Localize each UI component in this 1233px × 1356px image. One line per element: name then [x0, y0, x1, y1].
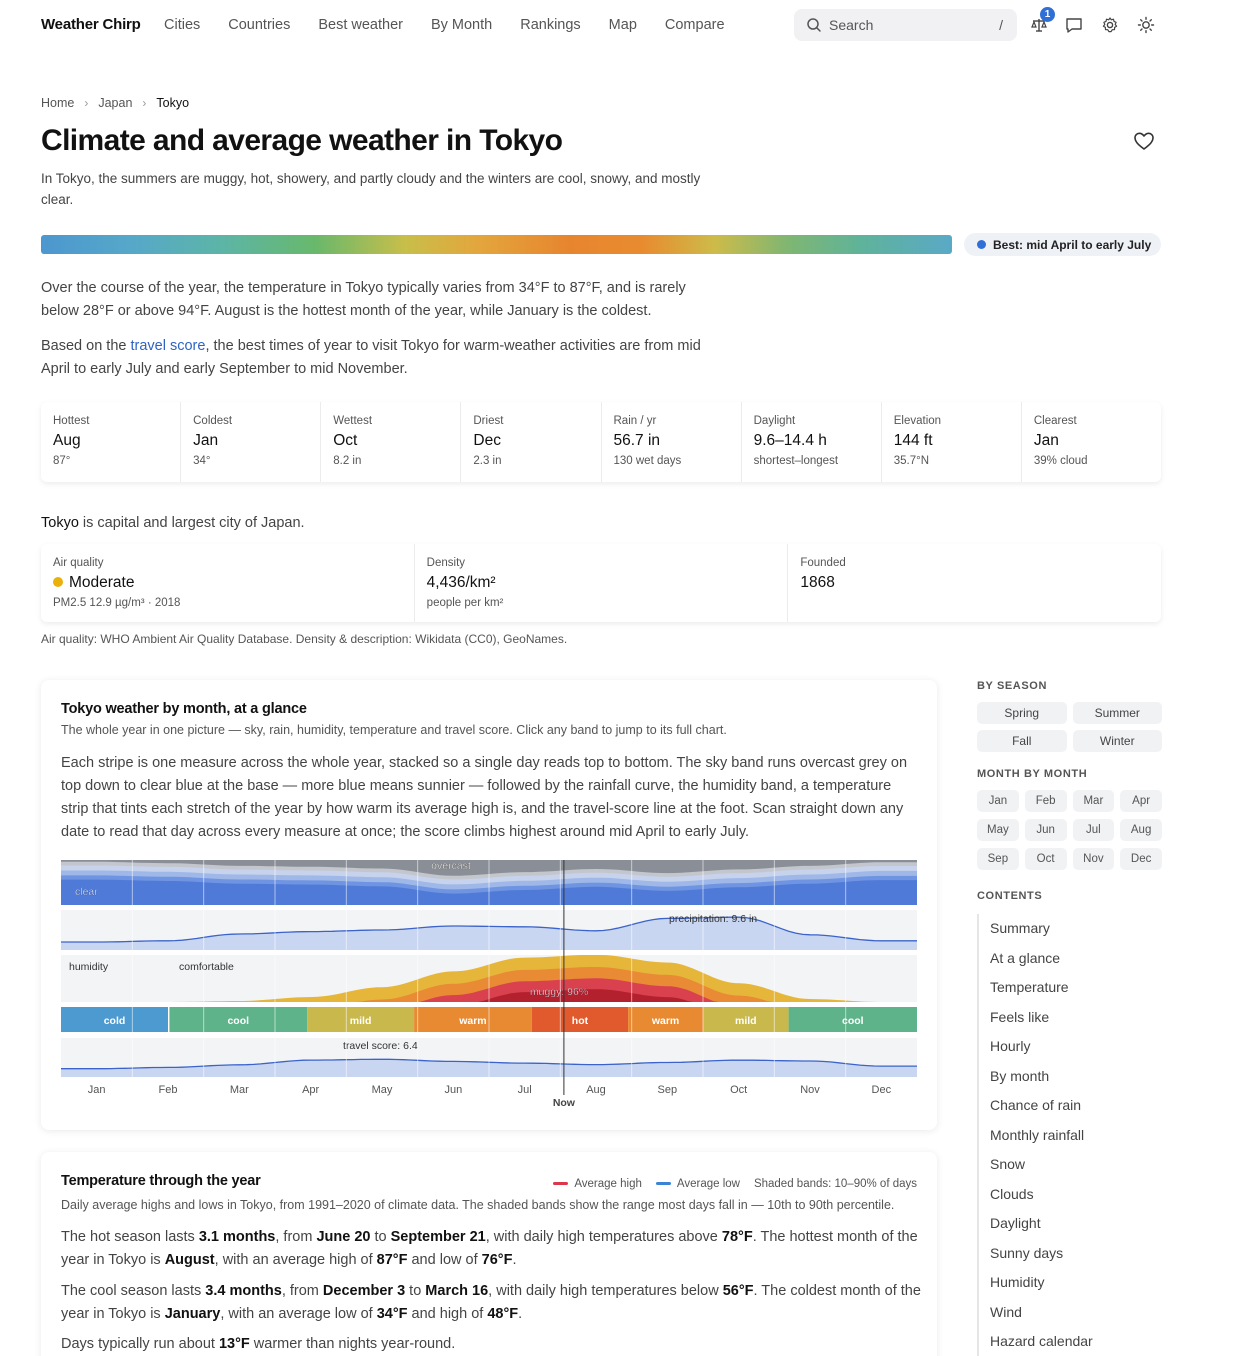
stat-sub: PM2.5 12.9 µg/m³ · 2018 — [53, 597, 181, 609]
toc-snow[interactable]: Snow — [990, 1156, 1026, 1172]
month-tick-label: Mar — [229, 1084, 249, 1096]
month-tick-label: Apr — [302, 1084, 320, 1096]
cool-season-paragraph — [61, 1280, 921, 1326]
breadcrumb — [41, 96, 189, 110]
stat-coldest — [181, 402, 321, 482]
sky-clear-label: clear — [75, 886, 98, 898]
season-summer-button[interactable]: Summer — [1073, 702, 1163, 724]
stat-wettest — [321, 402, 461, 482]
month-oct-button[interactable]: Oct — [1025, 848, 1067, 870]
humidity-label: humidity — [69, 961, 109, 973]
data-source-note: Air quality: WHO Ambient Air Quality Database. Density & description: Wikidata (CC0), GeoNames. — [41, 632, 568, 646]
year-climate-bar[interactable] — [41, 235, 952, 254]
temperature-band-label: hot — [571, 1015, 589, 1027]
stat-label: Clearest — [1033, 415, 1077, 427]
table-of-contents — [977, 914, 1162, 1356]
paragraph-text: , with daily high temperatures above — [485, 1229, 722, 1245]
month-feb-button[interactable]: Feb — [1025, 790, 1067, 812]
month-tick-label: Dec — [871, 1084, 892, 1096]
paragraph-text: . The coldest month of the year in Tokyo is — [61, 1283, 921, 1322]
highlight-value: March 16 — [425, 1283, 489, 1299]
air-quality-dot-icon — [53, 577, 63, 587]
stat-value: Aug — [53, 432, 81, 449]
month-tick-label: May — [371, 1084, 393, 1096]
hot-season-paragraph — [61, 1226, 921, 1272]
toc-summary[interactable]: Summary — [990, 920, 1050, 936]
toc-sunny-days[interactable]: Sunny days — [990, 1244, 1064, 1261]
nav-links — [164, 17, 725, 33]
chevron-right-icon: › — [142, 96, 147, 110]
chat-icon[interactable] — [1064, 15, 1084, 35]
paragraph-text: , with an average low of — [220, 1306, 377, 1322]
paragraph-text: , with an average high of — [214, 1252, 377, 1268]
best-time-badge — [964, 233, 1161, 256]
precip-label: precipitation: 9.6 in — [669, 913, 758, 925]
highlight-value: 34°F — [376, 1306, 408, 1322]
stat-sub: shortest–longest — [753, 455, 839, 467]
page-title: Climate and average weather in Tokyo — [41, 124, 563, 157]
paragraph-text: The cool season lasts — [61, 1283, 206, 1299]
stat-sub: 87° — [53, 455, 71, 467]
paragraph-text: , with daily high temperatures below — [488, 1283, 723, 1299]
month-sep-button[interactable]: Sep — [977, 848, 1019, 870]
highlight-value: June 20 — [316, 1229, 371, 1245]
page-lead: In Tokyo, the summers are muggy, hot, showery, and partly cloudy and the winters are cool, snowy, and mostly clear. — [41, 171, 701, 207]
month-tick-label: Sep — [657, 1084, 678, 1096]
stat-value: Oct — [333, 432, 358, 449]
stat-label: Air quality — [53, 557, 104, 569]
highlight-value: 48°F — [487, 1306, 519, 1322]
search-placeholder: Search — [829, 17, 874, 33]
stat-value: 4,436/km² — [426, 574, 496, 591]
stat-clearest — [1022, 402, 1161, 482]
stat-value: Dec — [473, 432, 501, 449]
nav-link-map[interactable]: Map — [608, 17, 637, 33]
temperature-legend — [553, 1178, 917, 1190]
glance-chart[interactable] — [41, 855, 937, 1125]
month-jun-button[interactable]: Jun — [1025, 819, 1067, 841]
paragraph-text: Days typically run about — [61, 1336, 219, 1352]
capital-city-name: Tokyo — [41, 515, 79, 531]
month-tick-label: Aug — [586, 1084, 606, 1096]
stat-sub: 35.7°N — [893, 455, 930, 467]
stat-label: Driest — [473, 415, 504, 427]
toc-clouds[interactable]: Clouds — [990, 1185, 1034, 1202]
month-nov-button[interactable]: Nov — [1073, 848, 1115, 870]
toc-monthly-rainfall[interactable]: Monthly rainfall — [990, 1126, 1085, 1143]
top-nav — [0, 0, 1233, 50]
stat-elevation — [882, 402, 1022, 482]
nav-link-by-month[interactable]: By Month — [430, 17, 493, 33]
temperature-subtitle: Daily average highs and lows in Tokyo, from 1991–2020 of climate data. The shaded bands show the range most days fall in — 10th to 90th percentile. — [61, 1198, 895, 1212]
toc-wind[interactable]: Wind — [990, 1303, 1022, 1320]
season-spring-button[interactable]: Spring — [977, 702, 1067, 724]
contents-heading: CONTENTS — [977, 890, 1043, 902]
toc-humidity[interactable]: Humidity — [990, 1274, 1045, 1290]
highlight-value: August — [164, 1252, 215, 1268]
legend-high-swatch — [553, 1182, 568, 1185]
stat-founded — [788, 544, 1161, 622]
travel-paragraph — [41, 335, 721, 381]
search-input[interactable] — [794, 9, 1017, 41]
stat-driest — [461, 402, 601, 482]
highlight-value: 76°F — [481, 1252, 513, 1268]
day-night-paragraph — [61, 1333, 921, 1356]
legend-low-swatch — [656, 1182, 671, 1185]
nav-link-rankings[interactable]: Rankings — [520, 17, 581, 33]
season-buttons — [977, 702, 1162, 752]
now-label: Now — [552, 1097, 575, 1109]
gear-icon[interactable] — [1100, 15, 1120, 35]
stat-label: Founded — [800, 557, 846, 569]
stat-sub: 39% cloud — [1033, 455, 1088, 467]
climate-stats — [41, 402, 1161, 482]
paragraph-text: The hot season lasts — [61, 1229, 199, 1245]
stat-rain-per-year — [602, 402, 742, 482]
nav-link-countries[interactable]: Countries — [228, 17, 291, 33]
toc-hourly[interactable]: Hourly — [990, 1038, 1031, 1054]
at-a-glance-card — [41, 680, 937, 1130]
temperature-band-label: cold — [103, 1015, 126, 1027]
travel-text-after: , the best times of year to visit Tokyo for warm-weather activities are from mid April to early July and early September to mid November. — [41, 338, 701, 377]
paragraph-text: . — [512, 1252, 517, 1268]
search-icon — [806, 17, 822, 33]
highlight-value: January — [164, 1306, 221, 1322]
breadcrumb-japan[interactable]: Japan — [98, 96, 133, 110]
paragraph-text: to — [405, 1283, 426, 1299]
paragraph-text: to — [370, 1229, 391, 1245]
toc-feels-like[interactable]: Feels like — [990, 1008, 1050, 1025]
month-by-month-heading: MONTH BY MONTH — [977, 768, 1088, 780]
temperature-card — [41, 1152, 937, 1356]
month-tick-label: Jun — [444, 1084, 463, 1096]
travel-label: travel score: 6.4 — [343, 1040, 418, 1052]
stat-value: 1868 — [800, 574, 835, 591]
month-jul-button[interactable]: Jul — [1073, 819, 1115, 841]
paragraph-text: . — [518, 1306, 523, 1322]
stat-sub: people per km² — [426, 597, 504, 609]
best-dot-icon — [977, 240, 986, 249]
season-winter-button[interactable]: Winter — [1073, 730, 1163, 752]
month-tick-label: Jul — [517, 1084, 532, 1096]
stat-value: 9.6–14.4 h — [753, 432, 827, 449]
paragraph-text: and low of — [407, 1252, 482, 1268]
temperature-band — [168, 1007, 169, 1032]
paragraph-text: . The hottest month of the year in Tokyo is — [61, 1229, 918, 1268]
best-time-label: Best: mid April to early July — [993, 237, 1152, 252]
month-buttons — [977, 790, 1162, 870]
stat-label: Density — [426, 557, 466, 569]
stat-value: 56.7 in — [613, 432, 661, 449]
toc-chance-of-rain[interactable]: Chance of rain — [990, 1097, 1082, 1113]
stat-sub: 34° — [193, 455, 211, 467]
temperature-band-label: cool — [227, 1015, 250, 1027]
toc-temperature[interactable]: Temperature — [990, 979, 1069, 995]
travel-score-link[interactable]: travel score — [130, 338, 206, 354]
month-tick-label: Jan — [87, 1084, 106, 1096]
legend-band-label: Shaded bands: 10–90% of days — [753, 1178, 917, 1190]
brand-logo[interactable]: Weather Chirp — [41, 16, 141, 33]
month-may-button[interactable]: May — [977, 819, 1019, 841]
toc-hazard-calendar[interactable]: Hazard calendar — [990, 1333, 1093, 1349]
month-jan-button[interactable]: Jan — [977, 790, 1019, 812]
paragraph-text: and high of — [407, 1306, 488, 1322]
stat-label: Daylight — [753, 415, 796, 427]
highlight-value: 87°F — [376, 1252, 408, 1268]
stat-density — [415, 544, 789, 622]
glance-description: Each stripe is one measure across the whole year, stacked so a single day reads top to bottom. The sky band runs overcast grey on top down to clear blue at the base — more blue means sunnier — followed by the rainfall curve, the humidity band, a temperature strip that tints each stretch of the year by how warm its average high is, and the travel-score line at the foot. Scan straight down any date to read that day across every measure at once; the score climbs highest around mid April to early July. — [61, 755, 908, 840]
month-aug-button[interactable]: Aug — [1120, 819, 1162, 841]
summary-paragraph: Over the course of the year, the temperature in Tokyo typically varies from 34°F to 87°F, and is rarely below 28°F or above 94°F. August is the hottest month of the year, while January is the coldest. — [41, 280, 686, 319]
stat-value: Jan — [1033, 432, 1059, 449]
stat-label: Hottest — [53, 415, 90, 427]
highlight-value: September 21 — [390, 1229, 486, 1245]
legend-low — [656, 1178, 740, 1190]
stat-value: Moderate — [69, 574, 135, 591]
month-tick-label: Nov — [800, 1084, 820, 1096]
month-mar-button[interactable]: Mar — [1073, 790, 1115, 812]
highlight-value: 3.4 months — [205, 1283, 282, 1299]
stat-air-quality — [41, 544, 415, 622]
capital-description — [41, 515, 305, 531]
toc-daylight[interactable]: Daylight — [990, 1215, 1041, 1231]
highlight-value: December 3 — [322, 1283, 406, 1299]
glance-subtitle: The whole year in one picture — sky, rain, humidity, temperature and travel score. Click any band to jump to its full chart. — [61, 723, 727, 737]
stat-sub: 8.2 in — [333, 455, 362, 467]
stat-label: Rain / yr — [613, 415, 657, 427]
temperature-band-label: cool — [842, 1015, 864, 1027]
glance-title: Tokyo weather by month, at a glance — [61, 701, 307, 717]
temperature-band-label: warm — [651, 1015, 680, 1027]
stat-label: Elevation — [893, 415, 942, 427]
city-stats — [41, 544, 1161, 622]
travel-text-before: Based on the — [41, 338, 131, 354]
legend-high — [553, 1178, 642, 1190]
paragraph-text: , from — [275, 1229, 317, 1245]
temperature-band-label: warm — [459, 1015, 487, 1027]
humidity-comfortable-label: comfortable — [179, 961, 234, 973]
month-tick-label: Oct — [730, 1084, 748, 1096]
stat-hottest — [41, 402, 181, 482]
compare-count-badge: 1 — [1040, 7, 1055, 22]
stat-daylight — [742, 402, 882, 482]
stat-value: Jan — [193, 432, 219, 449]
by-season-heading: BY SEASON — [977, 680, 1047, 692]
temperature-band-label: mild — [735, 1015, 757, 1027]
breadcrumb-home[interactable]: Home — [41, 96, 75, 110]
paragraph-text: warmer than nights year-round. — [249, 1336, 456, 1352]
heart-icon[interactable] — [1133, 131, 1155, 151]
chevron-right-icon: › — [84, 96, 89, 110]
paragraph-text: , from — [281, 1283, 323, 1299]
stat-sub: 2.3 in — [473, 455, 502, 467]
sun-icon[interactable] — [1136, 15, 1156, 35]
stat-label: Coldest — [193, 415, 233, 427]
nav-link-cities[interactable]: Cities — [164, 17, 201, 33]
nav-link-compare[interactable]: Compare — [664, 17, 725, 33]
stat-value: 144 ft — [893, 432, 933, 449]
breadcrumb-current: Tokyo — [156, 96, 190, 110]
search-shortcut: / — [999, 17, 1003, 33]
month-apr-button[interactable]: Apr — [1120, 790, 1162, 812]
highlight-value: 56°F — [722, 1283, 754, 1299]
season-fall-button[interactable]: Fall — [977, 730, 1067, 752]
temperature-band-label: mild — [349, 1015, 372, 1027]
humidity-peak-label: muggy: 96% — [529, 986, 589, 998]
sidebar — [977, 680, 1162, 1356]
toc-at-a-glance[interactable]: At a glance — [990, 949, 1061, 966]
highlight-value: 78°F — [721, 1229, 753, 1245]
toc-by-month[interactable]: By month — [990, 1067, 1050, 1084]
capital-text: is capital and largest city of Japan. — [78, 515, 305, 531]
highlight-value: 13°F — [218, 1336, 250, 1352]
temperature-title: Temperature through the year — [61, 1173, 261, 1189]
legend-low-label: Average low — [676, 1178, 740, 1190]
stat-sub: 130 wet days — [613, 455, 682, 467]
nav-link-best-weather[interactable]: Best weather — [318, 17, 403, 33]
legend-high-label: Average high — [574, 1178, 642, 1190]
stat-label: Wettest — [333, 415, 373, 427]
month-tick-label: Feb — [158, 1084, 178, 1096]
highlight-value: 3.1 months — [198, 1229, 276, 1245]
month-dec-button[interactable]: Dec — [1120, 848, 1162, 870]
sky-overcast-label: overcast — [431, 860, 471, 872]
